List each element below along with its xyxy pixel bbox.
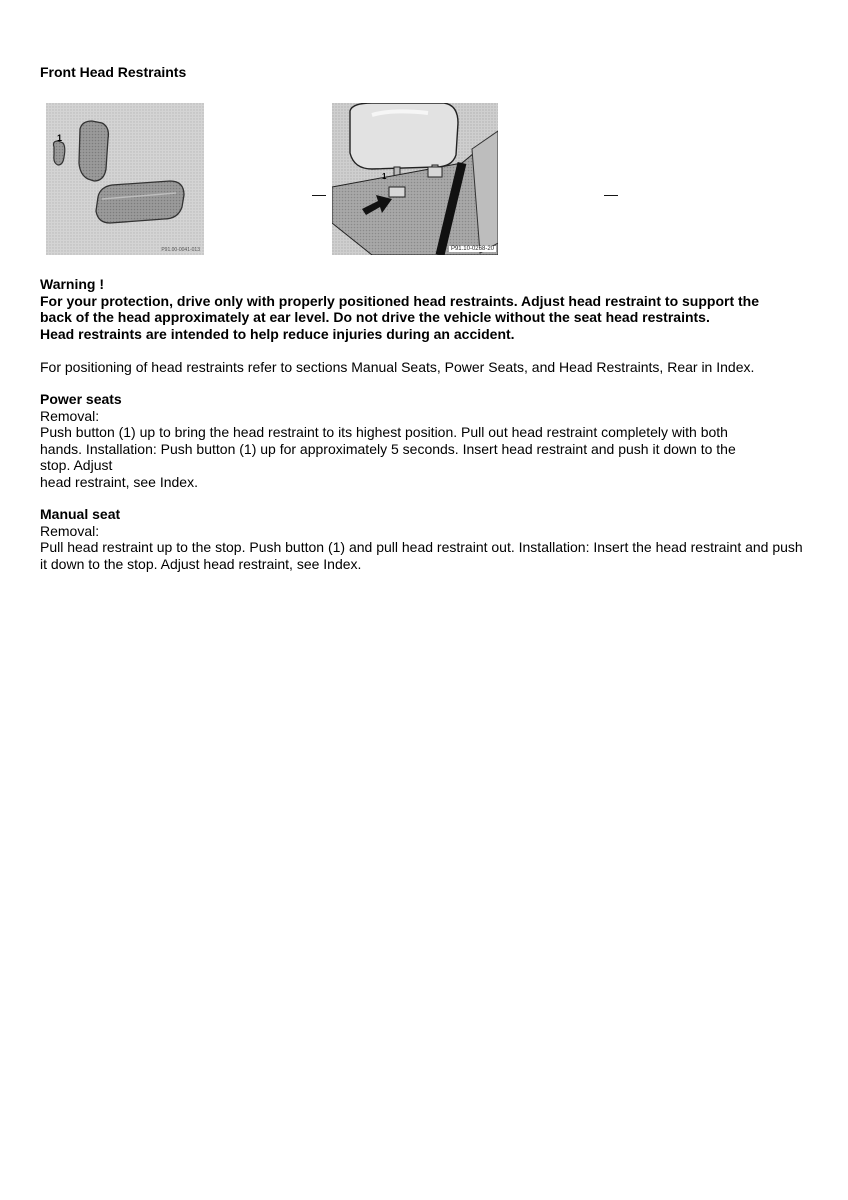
manual-seat-heading: Manual seat <box>40 506 121 522</box>
separator-dash: — <box>604 186 618 202</box>
removal-label: Removal: <box>40 407 100 424</box>
head-restraint-button-figure <box>332 103 498 255</box>
warning-text-line: back of the head approximately at ear level. Do not drive the vehicle without the seat head restraints. <box>40 309 710 325</box>
power-seats-heading: Power seats <box>40 391 122 407</box>
power-seat-switch-figure <box>46 103 204 255</box>
warning-heading: Warning ! <box>40 276 105 292</box>
power-seat-switch-illustration <box>46 103 204 255</box>
warning-text-line: Head restraints are intended to help reduce injuries during an accident. <box>40 325 515 342</box>
power-seats-instructions-tail: head restraint, see Index. <box>40 473 198 490</box>
figure-code: P91.00-0041-013 <box>161 247 200 253</box>
figure-code: P91.10-0268-20 <box>450 246 494 252</box>
figure-callout-1: 1 <box>382 172 387 181</box>
page-title: Front Head Restraints <box>40 64 187 80</box>
warning-block <box>40 276 810 342</box>
removal-label: Removal: <box>40 522 100 539</box>
head-restraint-illustration <box>332 103 498 255</box>
manual-seat-section <box>40 506 810 572</box>
separator-dash: — <box>312 186 326 202</box>
positioning-note <box>40 359 810 376</box>
power-seats-section <box>40 391 810 490</box>
positioning-note-text: For positioning of head restraints refer to sections Manual Seats, Power Seats, and Head Restraints, Rear in Index. <box>40 359 755 375</box>
warning-text-line: For your protection, drive only with properly positioned head restraints. Adjust head restraint to support the <box>40 292 760 309</box>
manual-seat-instructions: Pull head restraint up to the stop. Push button (1) and pull head restraint out. Installation: Insert the head restraint and push it down to the stop. Adjust head restraint, see Index. <box>40 539 803 572</box>
figure-callout-1: 1 <box>57 133 63 143</box>
power-seats-instructions: Push button (1) up to bring the head restraint to its highest position. Pull out head restraint completely with both hands. Installation: Push button (1) up for approximately 5 seconds. Insert head restraint and push it down to the stop. Adjust <box>40 424 736 473</box>
